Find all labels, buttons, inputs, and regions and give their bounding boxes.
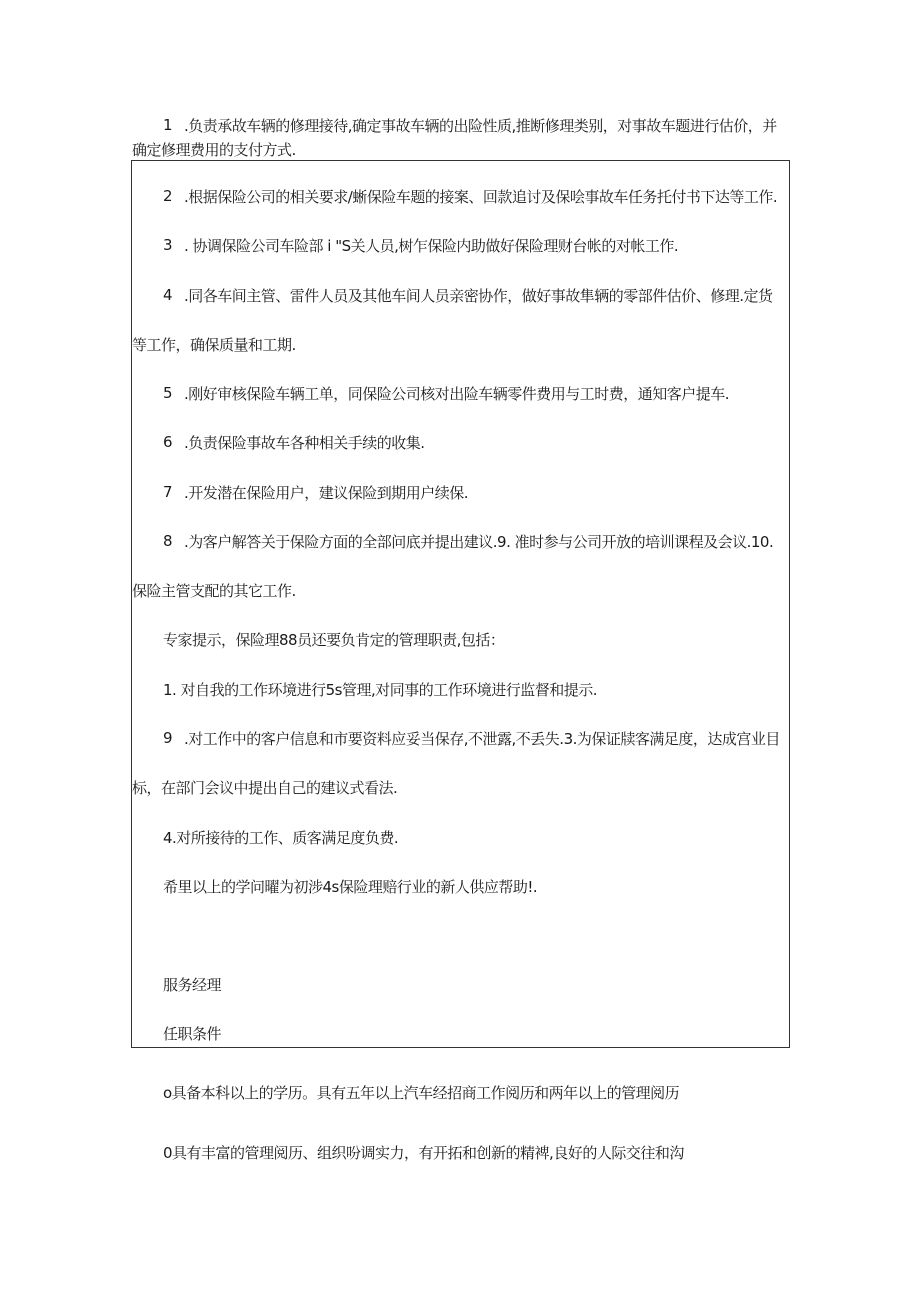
item-number: 6 <box>163 433 173 451</box>
paragraph-line: .刚好审核保险车辆工单，同保险公司核对出险车辆零件费用与工时费，通知客户提车. <box>184 385 730 403</box>
item-number: 7 <box>163 483 173 501</box>
paragraph-line: .对工作中的客户信息和市要资料应妥当保存,不泄露,不丢失.3.为保证牍客满足度，达成宫业目 <box>184 730 780 748</box>
paragraph-line: 希里以上的学问曜为初涉4s保险理赔行业的新人供应帮助!. <box>163 878 538 896</box>
item-number: 2 <box>163 187 173 205</box>
paragraph-line: . 协调保险公司车险部 i "S关人员,树乍保险内助做好保险理财台帐的对帐工作. <box>184 237 679 255</box>
section-heading: 服务经理 <box>163 976 222 994</box>
paragraph-line: 4.对所接待的工作、质客满足度负费. <box>163 829 399 847</box>
requirement-line: 0具有丰富的管理阅历、组织吩调实力，有开拓和创新的精裨,良好的人际交往和沟 <box>163 1144 684 1162</box>
item-number: 5 <box>163 384 173 402</box>
paragraph-line: .负责承故车辆的修理接待,确定事故车辆的出险性质,推断修理类别，对事故车题进行估价，并 <box>184 117 777 135</box>
item-number: 9 <box>163 729 173 747</box>
paragraph-line: .负责保险事故车各种相关手续的收集. <box>184 434 425 452</box>
item-number: 3 <box>163 236 173 254</box>
paragraph-line: 确定修理费用的支付方式. <box>132 141 296 159</box>
paragraph-line: .开发潜在保险用户，建议保险到期用户续保. <box>184 484 469 502</box>
requirement-line: o具备本科以上的学历。具有五年以上汽车经招商工作阅历和两年以上的管理阅历 <box>163 1084 680 1102</box>
paragraph-line: 专家提示，保险理88员还要负肯定的管理职责,包括： <box>163 631 505 649</box>
paragraph-line: 标，在部门会议中提出自己的建议式看法. <box>132 779 398 797</box>
item-number: 8 <box>163 532 173 550</box>
item-number: 4 <box>163 286 173 304</box>
paragraph-line: .为客户解答关于保险方面的全部问底并提出建议.9. 准时参与公司开放的培训课程及会议.10. <box>184 533 774 551</box>
section-subheading: 任职条件 <box>163 1025 222 1043</box>
item-number: 1 <box>163 116 173 134</box>
paragraph-line: .根据保险公司的相关要求/蜥保险车题的接案、回款追讨及保哙事故车任务托付书下达等工作. <box>184 188 778 206</box>
paragraph-line: 1. 对自我的工作环境进行5s管理,对同事的工作环境进行监督和提示. <box>163 681 597 699</box>
paragraph-line: 保险主管支配的其它工作. <box>132 582 296 600</box>
paragraph-line: 等工作，确保质量和工期. <box>132 336 296 354</box>
paragraph-line: .同各车间主管、雷件人员及其他车间人员亲密协作，做好事故隼辆的零部件估价、修理.定货 <box>184 287 773 305</box>
